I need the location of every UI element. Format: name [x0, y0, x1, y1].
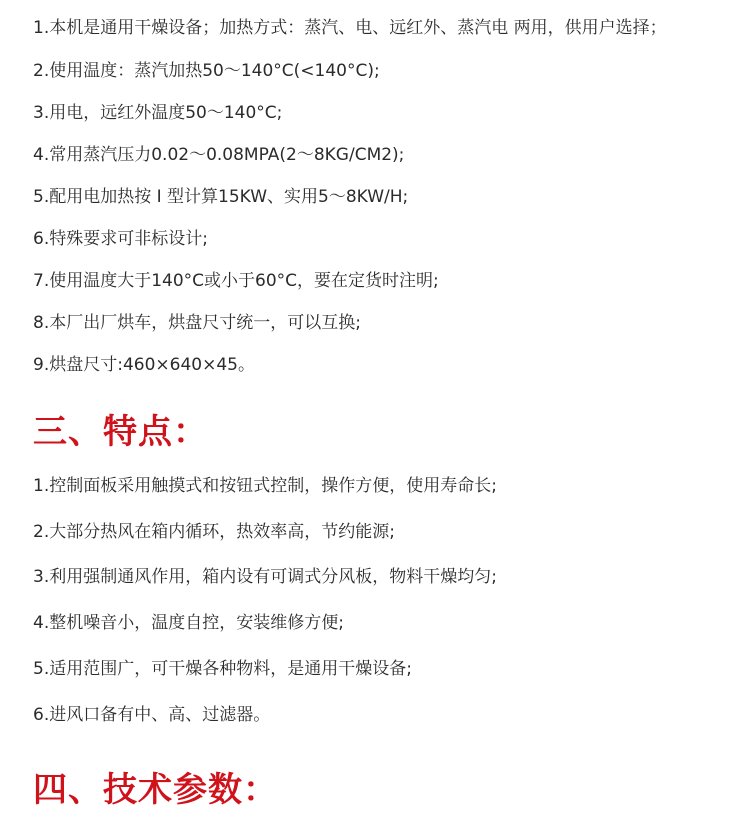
spec-item-4: 4.常用蒸汽压力0.02～0.08MPA(2～8KG/CM2);	[33, 145, 405, 165]
feature-item-5: 5.适用范围广，可干燥各种物料，是通用干燥设备;	[33, 659, 412, 679]
feature-item-1: 1.控制面板采用触摸式和按钮式控制，操作方便，使用寿命长;	[33, 476, 497, 496]
section-heading-features: 三、特点：	[33, 412, 208, 452]
section-heading-tech-params: 四、技术参数：	[33, 770, 278, 810]
spec-item-1: 1.本机是通用干燥设备；加热方式：蒸汽、电、远红外、蒸汽电 两用，供用户选择；	[33, 18, 667, 38]
feature-item-4: 4.整机噪音小，温度自控，安装维修方便;	[33, 613, 344, 633]
feature-item-2: 2.大部分热风在箱内循环，热效率高，节约能源;	[33, 522, 395, 542]
spec-item-6: 6.特殊要求可非标设计;	[33, 229, 208, 249]
spec-item-2: 2.使用温度：蒸汽加热50～140°C(<140°C);	[33, 61, 380, 81]
spec-item-9: 9.烘盘尺寸:460×640×45。	[33, 355, 255, 375]
feature-item-6: 6.进风口备有中、高、过滤器。	[33, 705, 271, 725]
spec-item-3: 3.用电，远红外温度50～140°C;	[33, 103, 283, 123]
feature-item-3: 3.利用强制通风作用，箱内设有可调式分风板，物料干燥均匀;	[33, 567, 497, 587]
spec-item-7: 7.使用温度大于140°C或小于60°C，要在定货时注明;	[33, 271, 439, 291]
spec-item-5: 5.配用电加热按 I 型计算15KW、实用5～8KW/H;	[33, 187, 409, 207]
spec-item-8: 8.本厂出厂烘车，烘盘尺寸统一，可以互换;	[33, 313, 361, 333]
